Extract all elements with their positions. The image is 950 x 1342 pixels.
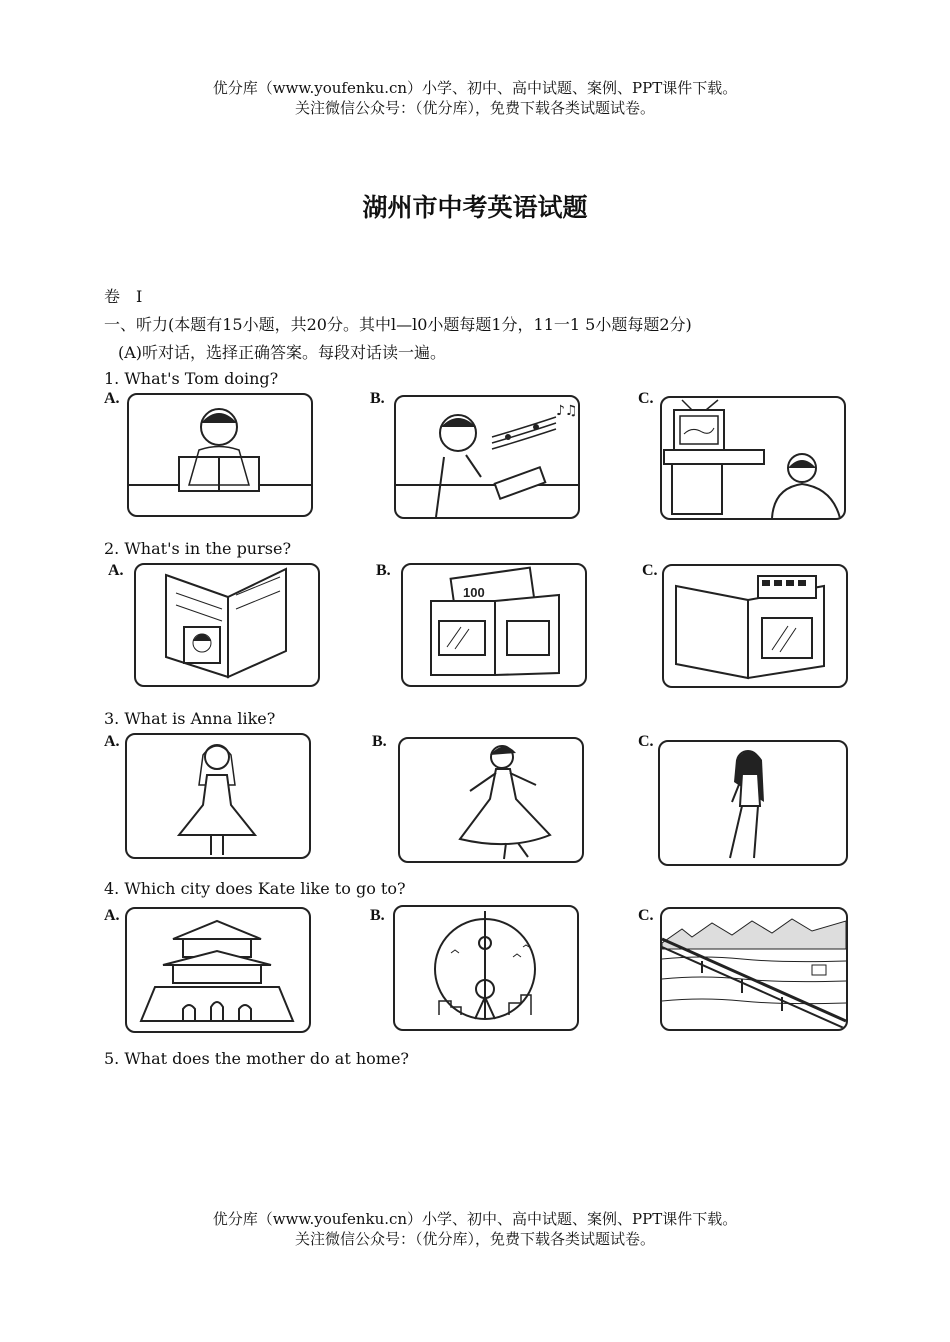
tiananmen-gate-illustration	[127, 909, 309, 1031]
q3-option-a-label: A.	[104, 733, 120, 750]
girl-dancing-illustration	[400, 739, 582, 861]
q4-option-b-picture	[393, 905, 579, 1031]
boy-reading-book-illustration	[129, 395, 311, 515]
q1-option-b-label: B.	[370, 390, 385, 407]
q4-option-a-label: A.	[104, 907, 120, 924]
girl-in-dress-standing-illustration	[127, 735, 309, 857]
q2-option-a-label: A.	[108, 562, 124, 579]
q1-option-a-label: A.	[104, 390, 120, 407]
bridge-over-river-illustration	[662, 909, 846, 1029]
part-one-instructions: 一、听力(本题有15小题，共20分。其中l—l0小题每题1分，11一1 5小题每题2分)	[104, 315, 692, 334]
q3-option-b-picture	[398, 737, 584, 863]
volume-label: 卷 I	[104, 287, 143, 306]
q3-option-a-picture	[125, 733, 311, 859]
purse-with-cards-illustration	[664, 566, 846, 686]
q2-option-b-picture	[401, 563, 587, 687]
q2-option-c-label: C.	[642, 562, 658, 579]
header-line-2: 关注微信公众号：（优分库），免费下载各类试题试卷。	[294, 99, 655, 117]
q1-option-c-picture	[660, 396, 846, 520]
purse-with-money-illustration	[403, 565, 585, 685]
q4-option-b-label: B.	[370, 907, 385, 924]
q1-option-b-picture	[394, 395, 580, 519]
q2-option-b-label: B.	[376, 562, 391, 579]
header-line-1: 优分库（www.youfenku.cn）小学、初中、高中试题、案例、PPT课件下载。	[212, 79, 738, 97]
question-4: 4. Which city does Kate like to go to?	[104, 879, 406, 898]
q1-option-a-picture	[127, 393, 313, 517]
question-2: 2. What's in the purse?	[104, 539, 292, 558]
q4-option-a-picture	[125, 907, 311, 1033]
q4-option-c-label: C.	[638, 907, 654, 924]
q4-option-c-picture	[660, 907, 848, 1031]
q3-option-b-label: B.	[372, 733, 387, 750]
boy-watching-tv-illustration	[662, 398, 844, 518]
q3-option-c-label: C.	[638, 733, 654, 750]
boy-playing-music-illustration	[396, 397, 578, 517]
q2-option-c-picture	[662, 564, 848, 688]
q1-option-c-label: C.	[638, 390, 654, 407]
oriental-pearl-tower-illustration	[395, 907, 577, 1029]
banknote-label: 100	[463, 585, 485, 600]
q2-option-a-picture	[134, 563, 320, 687]
question-5: 5. What does the mother do at home?	[104, 1049, 409, 1068]
page-title: 湖州市中考英语试题	[362, 193, 588, 222]
girl-in-trousers-illustration	[660, 742, 846, 864]
open-purse-with-photo-illustration	[136, 565, 318, 685]
svg-text:♪♫: ♪♫	[556, 403, 578, 419]
part-a-instructions: (A)听对话，选择正确答案。每段对话读一遍。	[118, 343, 447, 362]
question-3: 3. What is Anna like?	[104, 709, 276, 728]
footer-line-1: 优分库（www.youfenku.cn）小学、初中、高中试题、案例、PPT课件下载。	[212, 1210, 738, 1228]
question-1: 1. What's Tom doing?	[104, 369, 279, 388]
q3-option-c-picture	[658, 740, 848, 866]
footer-line-2: 关注微信公众号：（优分库），免费下载各类试题试卷。	[294, 1230, 655, 1248]
